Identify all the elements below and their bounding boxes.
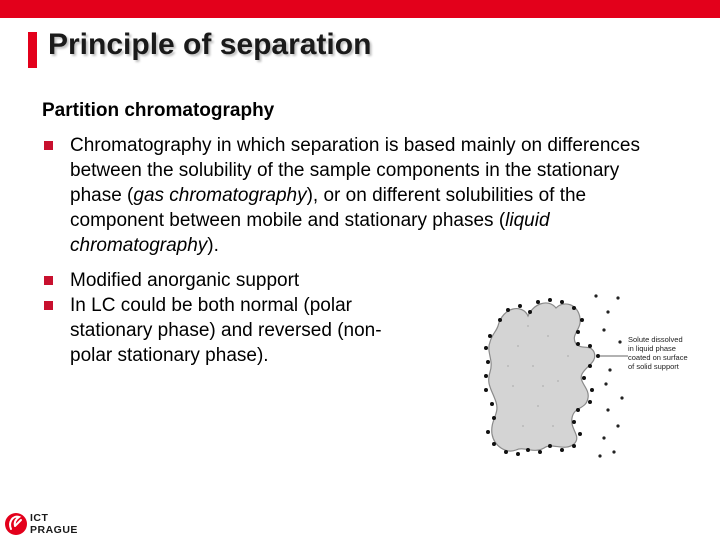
bullet-text-3: In LC could be both normal (polar stationary phase) and reversed (non-polar stationary phase). <box>70 295 382 366</box>
bullet-1-part-c: ), or on different solubilities of the component between mobile and stationary phases ( <box>70 185 587 231</box>
title-marker <box>28 32 37 68</box>
bullet-text-2: Modified anorganic support <box>70 270 300 291</box>
figure-label-line-2: in liquid phase <box>628 344 676 353</box>
mobile-phase-dots <box>594 294 623 457</box>
bullet-square-icon <box>44 301 53 310</box>
bullet-item-2 <box>42 268 410 293</box>
top-accent-bar <box>0 0 720 18</box>
bullet-1-gas-chromatography: gas chromatography <box>133 185 307 206</box>
bullet-item-1 <box>42 133 676 258</box>
figure-label-line-3: coated on surface <box>628 353 688 362</box>
bullet-item-3 <box>42 293 410 368</box>
figure-label <box>628 335 690 371</box>
slide-title: Principle of separation <box>48 28 372 61</box>
logo-text <box>30 512 78 536</box>
logo-line-2: PRAGUE <box>30 524 78 536</box>
logo-line-1: ICT <box>30 512 49 524</box>
solid-support-particle <box>489 303 595 451</box>
bullet-1-liquid-chromatography: liquid chromatography <box>70 210 550 256</box>
bullet-1-part-e: ). <box>207 235 219 256</box>
bullet-1-part-a: Chromatography in which separation is based mainly on differences between the solubility of the sample components in the stationary phase ( <box>70 135 640 206</box>
solid-support-figure <box>478 286 708 466</box>
bullet-text-1 <box>70 135 640 256</box>
bullet-square-icon <box>44 276 53 285</box>
subheading: Partition chromatography <box>42 100 275 121</box>
bullet-square-icon <box>44 141 53 150</box>
figure-label-line-4: of solid support <box>628 362 679 371</box>
figure-label-line-1: Solute dissolved <box>628 335 683 344</box>
